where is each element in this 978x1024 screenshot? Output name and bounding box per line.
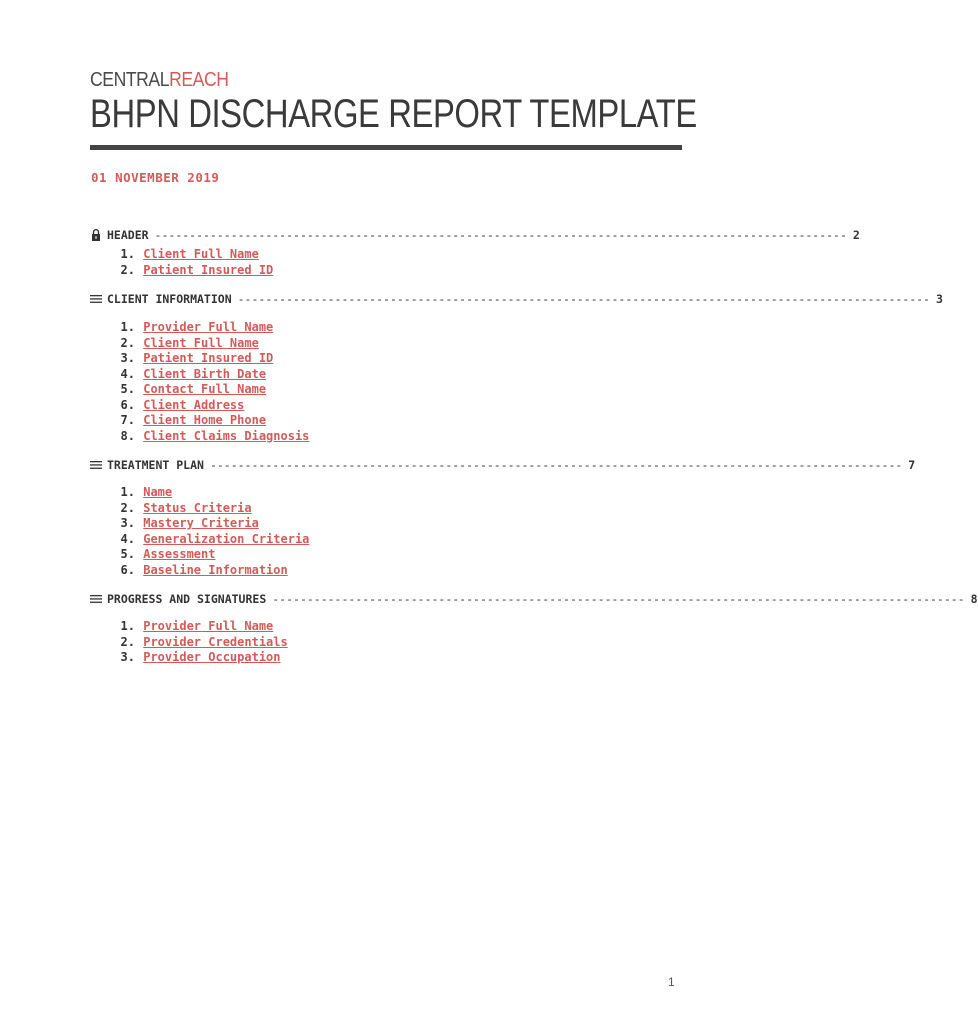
- toc-item[interactable]: [110, 247, 273, 263]
- toc-item-number: 1.: [120, 619, 135, 633]
- brand-part-reach: REACH: [169, 69, 229, 91]
- list-icon: [89, 292, 103, 306]
- toc-section-progress-and-signatures[interactable]: [89, 591, 978, 607]
- toc-item-list: [110, 320, 309, 444]
- toc-item-link[interactable]: Provider Occupation: [143, 650, 281, 664]
- toc-item-number: 3.: [120, 516, 135, 530]
- toc-item[interactable]: [110, 501, 309, 517]
- toc-item[interactable]: [110, 619, 288, 635]
- toc-item-number: 7.: [120, 413, 135, 427]
- lock-icon: [89, 228, 103, 242]
- toc-item[interactable]: [110, 429, 309, 445]
- toc-page-number: 3: [935, 292, 943, 306]
- toc-item-link[interactable]: Client Address: [143, 397, 245, 412]
- toc-item-link[interactable]: Client Full Name: [143, 247, 259, 261]
- toc-item-list: [110, 485, 309, 578]
- brand-logo: [90, 66, 228, 94]
- toc-section-client-information[interactable]: [89, 291, 943, 307]
- toc-item-number: 6.: [120, 397, 135, 412]
- toc-item[interactable]: [110, 485, 309, 501]
- toc-item-list: [110, 619, 288, 666]
- toc-item-link[interactable]: Baseline Information: [143, 562, 288, 577]
- toc-section-header[interactable]: [89, 227, 860, 243]
- toc-item-number: 4.: [120, 366, 135, 381]
- toc-item-number: 4.: [120, 531, 135, 546]
- toc-item-number: 5.: [120, 547, 135, 561]
- toc-page-number: 8: [970, 592, 978, 606]
- toc-leader-dots: ----------------------------------------------------------------------------------------------------: [154, 228, 847, 242]
- toc-item[interactable]: [110, 547, 309, 563]
- toc-item[interactable]: [110, 320, 309, 336]
- toc-item[interactable]: [110, 563, 309, 579]
- toc-item[interactable]: [110, 263, 273, 279]
- toc-item-link[interactable]: Client Birth Date: [143, 366, 267, 381]
- toc-page-number: 2: [852, 228, 860, 242]
- toc-item-link[interactable]: Patient Insured ID: [143, 351, 274, 365]
- toc-section-treatment-plan[interactable]: [89, 457, 916, 473]
- toc-item-link[interactable]: Assessment: [143, 547, 216, 561]
- toc-item[interactable]: [110, 650, 288, 666]
- toc-item-link[interactable]: Status Criteria: [143, 500, 252, 515]
- list-icon: [89, 458, 103, 472]
- title-divider: [90, 145, 682, 150]
- toc-item-number: 1.: [120, 485, 135, 499]
- toc-page-number: 7: [908, 458, 916, 472]
- toc-section-label: CLIENT INFORMATION: [107, 292, 232, 306]
- toc-item[interactable]: [110, 398, 309, 414]
- toc-item[interactable]: [110, 351, 309, 367]
- toc-item-number: 8.: [120, 428, 135, 443]
- toc-section-label: PROGRESS AND SIGNATURES: [107, 592, 267, 606]
- toc-item-number: 2.: [120, 262, 135, 277]
- toc-item-number: 3.: [120, 650, 135, 664]
- toc-item-link[interactable]: Client Full Name: [143, 335, 259, 350]
- toc-item[interactable]: [110, 367, 309, 383]
- toc-item[interactable]: [110, 413, 309, 429]
- toc-item-number: 2.: [120, 335, 135, 350]
- toc-item-link[interactable]: Mastery Criteria: [143, 516, 259, 530]
- list-icon: [89, 592, 103, 606]
- toc-section-label: TREATMENT PLAN: [107, 458, 204, 472]
- toc-item-number: 6.: [120, 562, 135, 577]
- report-date: 01 NOVEMBER 2019: [91, 170, 220, 185]
- toc-item-link[interactable]: Generalization Criteria: [143, 531, 310, 546]
- toc-item-list: [110, 247, 273, 278]
- toc-leader-dots: ----------------------------------------------------------------------------------------------------: [209, 458, 903, 472]
- toc-item-number: 2.: [120, 634, 135, 649]
- brand-part-central: CENTRAL: [90, 69, 170, 91]
- toc-item-number: 5.: [120, 382, 135, 396]
- toc-item-link[interactable]: Patient Insured ID: [143, 262, 274, 277]
- toc-item-number: 2.: [120, 500, 135, 515]
- toc-leader-dots: ----------------------------------------------------------------------------------------------------: [272, 592, 965, 606]
- page-title: BHPN DISCHARGE REPORT TEMPLATE: [90, 92, 697, 136]
- toc-item-number: 1.: [120, 320, 135, 334]
- page-number: 1: [668, 975, 675, 989]
- toc-item-link[interactable]: Provider Credentials: [143, 634, 288, 649]
- toc-item-number: 3.: [120, 351, 135, 365]
- toc-item-link[interactable]: Provider Full Name: [143, 619, 274, 633]
- toc-section-label: HEADER: [107, 228, 149, 242]
- toc-item-link[interactable]: Provider Full Name: [143, 320, 274, 334]
- toc-item[interactable]: [110, 516, 309, 532]
- toc-item[interactable]: [110, 382, 309, 398]
- toc-item-link[interactable]: Client Claims Diagnosis: [143, 428, 310, 443]
- toc-item-link[interactable]: Client Home Phone: [143, 413, 267, 427]
- toc-leader-dots: ----------------------------------------------------------------------------------------------------: [237, 292, 930, 306]
- toc-item[interactable]: [110, 336, 309, 352]
- toc-item[interactable]: [110, 635, 288, 651]
- toc-item[interactable]: [110, 532, 309, 548]
- toc-item-number: 1.: [120, 247, 135, 261]
- toc-item-link[interactable]: Contact Full Name: [143, 382, 267, 396]
- toc-item-link[interactable]: Name: [143, 485, 173, 499]
